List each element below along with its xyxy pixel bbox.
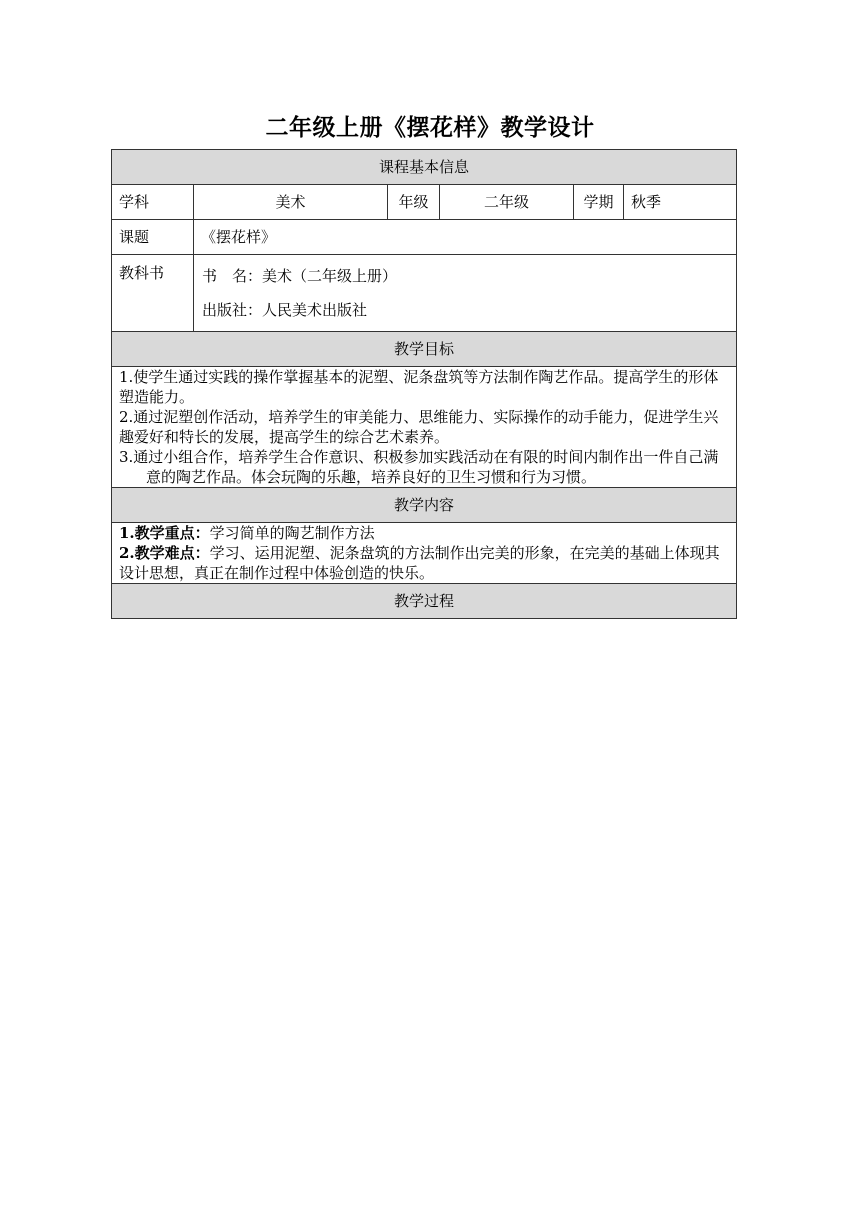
content-cell [112, 523, 737, 584]
key-point-label: 1.教学重点： [119, 524, 210, 542]
difficulty-text: 学习、运用泥塑、泥条盘筑的方法制作出完美的形象，在完美的基础上体现其设计思想，真正在制作过程中体验创造的快乐。 [119, 544, 720, 582]
subject-label: 学科 [112, 185, 194, 220]
section-header-process [112, 584, 737, 619]
term-label: 学期 [574, 185, 624, 220]
difficulty-point [119, 543, 729, 583]
section-title: 课程基本信息 [112, 150, 737, 185]
info-row-topic [112, 220, 737, 255]
textbook-publisher: 出版社：人民美术出版社 [202, 301, 368, 319]
objectives-cell [112, 367, 737, 488]
lesson-plan-table [111, 149, 737, 619]
section-title: 教学目标 [112, 332, 737, 367]
objective-item: 1.使学生通过实践的操作掌握基本的泥塑、泥条盘筑等方法制作陶艺作品。提高学生的形体塑造能力。 [119, 368, 719, 406]
textbook-name: 书 名：美术（二年级上册） [202, 267, 398, 285]
textbook-details [194, 255, 737, 332]
textbook-label: 教科书 [112, 255, 194, 332]
info-row-subject [112, 185, 737, 220]
section-header-content [112, 488, 737, 523]
section-header-objectives [112, 332, 737, 367]
topic-label: 课题 [112, 220, 194, 255]
content-body [112, 523, 737, 584]
objectives-body [112, 367, 737, 488]
key-point-text: 学习简单的陶艺制作方法 [209, 524, 375, 542]
document-title: 二年级上册《摆花样》教学设计 [265, 115, 595, 141]
topic-value: 《摆花样》 [194, 220, 737, 255]
difficulty-label: 2.教学难点： [119, 544, 210, 562]
grade-value: 二年级 [440, 185, 574, 220]
key-point [119, 523, 729, 543]
section-title: 教学内容 [112, 488, 737, 523]
objective-item: 2.通过泥塑创作活动，培养学生的审美能力、思维能力、实际操作的动手能力，促进学生兴趣爱好和特长的发展，提高学生的综合艺术素养。 [119, 408, 719, 446]
grade-label: 年级 [388, 185, 440, 220]
section-header-basic-info [112, 150, 737, 185]
term-value: 秋季 [624, 185, 737, 220]
section-title: 教学过程 [112, 584, 737, 619]
info-row-textbook [112, 255, 737, 332]
objective-item: 3.通过小组合作，培养学生合作意识、积极参加实践活动在有限的时间内制作出一件自己满意的陶艺作品。体会玩陶的乐趣，培养良好的卫生习惯和行为习惯。 [119, 448, 719, 486]
subject-value: 美术 [194, 185, 388, 220]
